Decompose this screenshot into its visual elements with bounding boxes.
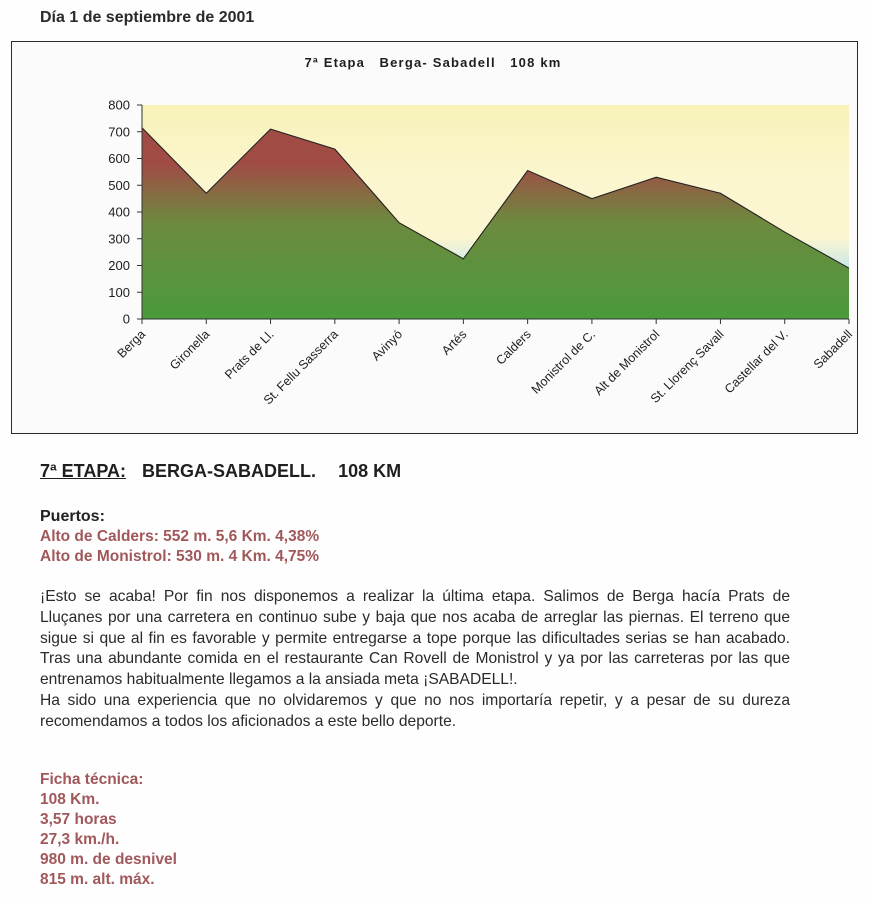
x-tick-label: Prats de Ll.	[222, 327, 277, 382]
description-paragraph: ¡Esto se acaba! Por fin nos disponemos a realizar la última etapa. Salimos de Berga hacía Prats de Lluçanes por una carretera en continuo sube y baja que nos acaba de arreglar las piernas. El terreno que sigue si que al fin es favorable y permite entregarse a tope porque las dificultades serias se han acabado. Tras una abundante comida en el restaurante Can Rovell de Monistrol y ya por las carreteras por las que entrenamos habitualmente llegamos a la ansiada meta ¡SABADELL!.	[40, 588, 790, 689]
stage-label: 7ª ETAPA:	[40, 461, 127, 481]
ficha-item: 3,57 horas	[40, 811, 117, 828]
puerto-item: Alto de Monistrol: 530 m. 4 Km. 4,75%	[40, 548, 320, 565]
stage-description	[40, 587, 790, 733]
x-tick-label: Gironella	[167, 327, 213, 373]
ficha-item: 980 m. de desnivel	[40, 851, 177, 868]
x-tick-label: Sabadell	[810, 327, 856, 372]
ficha-item: 27,3 km./h.	[40, 831, 120, 848]
x-tick-label: Artés	[438, 327, 470, 358]
chart-title: 7ª Etapa Berga- Sabadell 108 km	[304, 55, 562, 70]
y-tick-label: 600	[108, 151, 130, 166]
stage-heading	[40, 461, 401, 482]
y-tick-label: 400	[108, 204, 130, 220]
puertos-heading: Puertos:	[40, 508, 105, 525]
elevation-chart	[11, 41, 858, 434]
y-tick-label: 200	[108, 258, 130, 273]
stage-route: BERGA-SABADELL.	[142, 461, 317, 481]
elevation-chart-svg	[12, 42, 859, 435]
x-tick-label: St. Llorenç Savall	[647, 327, 727, 406]
page-date: Día 1 de septiembre de 2001	[40, 9, 255, 26]
y-tick-label: 300	[108, 231, 130, 247]
y-tick-label: 0	[122, 311, 130, 327]
x-tick-label: Berga	[114, 327, 149, 361]
x-tick-label: Calders	[493, 327, 534, 368]
x-tick-label: Monistrol de C.	[528, 327, 599, 397]
ficha-item: 815 m. alt. máx.	[40, 871, 155, 888]
x-tick-label: Castellar del V.	[721, 327, 791, 397]
ficha-heading: Ficha técnica:	[40, 771, 144, 788]
y-tick-label: 500	[108, 177, 130, 193]
x-tick-label: St. Fellu Sasserra	[260, 327, 341, 408]
puerto-item: Alto de Calders: 552 m. 5,6 Km. 4,38%	[40, 528, 320, 545]
x-tick-label: Alt de Monistrol	[591, 327, 663, 399]
stage-distance: 108 KM	[338, 461, 402, 481]
y-tick-label: 700	[108, 124, 130, 140]
y-tick-label: 800	[108, 97, 130, 113]
ficha-item: 108 Km.	[40, 791, 100, 808]
x-tick-label: Avinyó	[368, 327, 406, 364]
description-paragraph: Ha sido una experiencia que no olvidaremos y que no nos importaría repetir, y a pesar de su dureza recomendamos a todos los aficionados a este bello deporte.	[40, 691, 790, 730]
y-tick-label: 100	[108, 284, 130, 300]
